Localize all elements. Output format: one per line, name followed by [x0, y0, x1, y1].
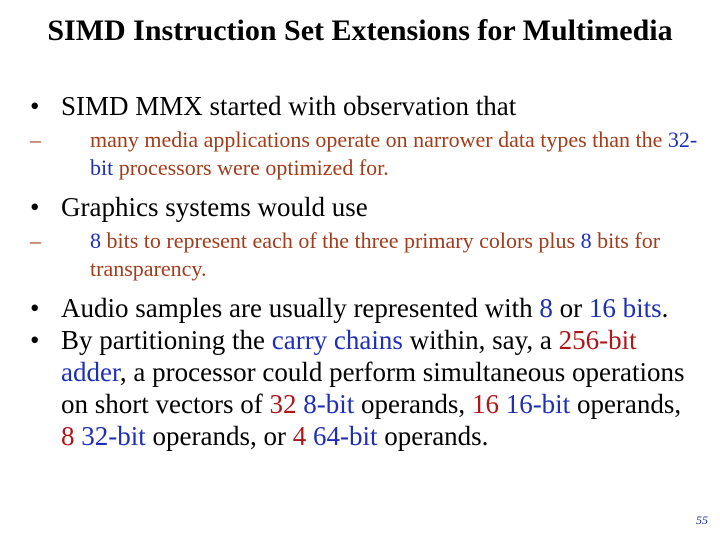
sub-bullet-text: many media applications operate on narrower data types than the [90, 127, 668, 152]
highlight-32: 32 [269, 389, 297, 419]
highlight-8: 8 [61, 421, 75, 451]
space [306, 421, 313, 451]
highlight-32-bit: 32-bit [81, 421, 146, 451]
slide-title: SIMD Instruction Set Extensions for Multimedia [47, 14, 673, 47]
highlight-32-bit: 32-bit [90, 127, 698, 180]
sub-bullet-narrow-data [30, 126, 700, 182]
bullet-graphics [30, 191, 700, 223]
page-number: 55 [696, 513, 708, 527]
bullet-audio [30, 292, 700, 324]
bullet-marker: • [30, 192, 40, 222]
bullet-text: operands, [354, 389, 472, 419]
sub-bullet-text-end: processors were optimized for. [113, 155, 389, 180]
bullet-text: Audio samples are usually represented with [61, 293, 540, 323]
bullet-marker: • [30, 91, 40, 121]
highlight-8: 8 [580, 228, 592, 253]
sub-bullet-text-end: bits for transparency. [90, 228, 661, 281]
bullet-text: SIMD MMX started with observation that [61, 91, 517, 121]
sub-bullet-color-bits [30, 227, 700, 283]
bullet-text-end: operands. [377, 421, 489, 451]
highlight-16: 16 [588, 293, 616, 323]
bullet-text-end: . [661, 293, 669, 323]
bullet-text: By partitioning the [61, 325, 272, 355]
space [499, 389, 506, 419]
highlight-carry-chains: carry chains [271, 325, 403, 355]
highlight-16: 16 [471, 389, 499, 419]
bullet-text: operands, or [145, 421, 293, 451]
dash-marker: – [30, 127, 41, 152]
bullet-text: within, say, a [402, 325, 559, 355]
bullet-text: operands, [570, 389, 682, 419]
bullet-marker: • [30, 293, 40, 323]
dash-marker: – [30, 228, 41, 253]
bullet-text-or: or [552, 293, 589, 323]
highlight-8: 8 [539, 293, 553, 323]
bullet-text: , a processor could perform simultaneous operations on short vectors of [61, 357, 685, 419]
bullet-partitioning [30, 324, 700, 452]
highlight-8: 8 [90, 228, 101, 253]
highlight-adder: adder [61, 357, 120, 387]
highlight-256: 256-bit [558, 325, 637, 355]
highlight-16-bit: 16-bit [505, 389, 571, 419]
highlight-bits: bits [615, 293, 662, 323]
highlight-64-bit: 64-bit [312, 421, 378, 451]
sub-bullet-text: bits to represent each of the three primary colors plus [101, 228, 581, 253]
bullet-marker: • [30, 325, 40, 355]
bullet-text: Graphics systems would use [61, 192, 368, 222]
highlight-8-bit: 8-bit [303, 389, 355, 419]
slide-content [30, 90, 700, 452]
highlight-4: 4 [292, 421, 307, 451]
bullet-mmx-observation [30, 90, 700, 122]
